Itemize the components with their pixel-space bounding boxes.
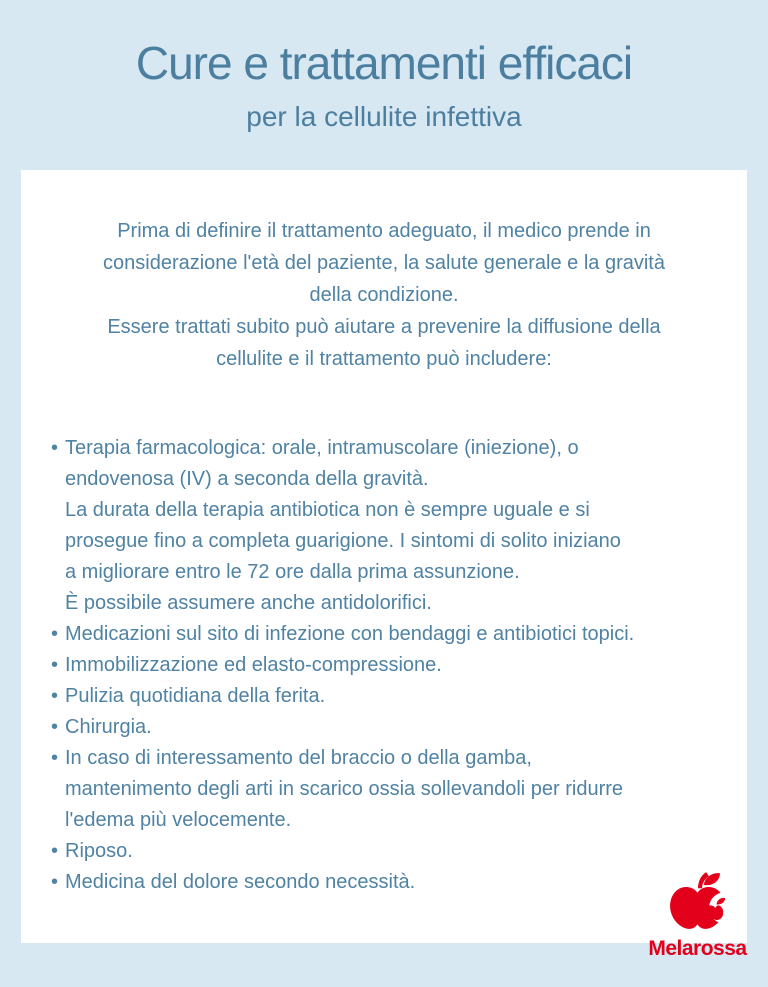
brand-name: Melarossa <box>648 937 747 960</box>
list-item <box>51 836 747 867</box>
list-item-line: Medicina del dolore secondo necessità. <box>65 871 416 893</box>
list-item-line: Immobilizzazione ed elasto-compressione. <box>65 654 442 676</box>
bullet-icon: • <box>51 654 59 676</box>
melarossa-logo <box>645 870 750 961</box>
list-item-line: l'edema più velocemente. <box>65 809 292 831</box>
bullet-icon: • <box>51 716 59 738</box>
list-item-line: Terapia farmacologica: orale, intramuscolare (iniezione), o <box>65 437 579 459</box>
list-item <box>51 712 747 743</box>
list-item <box>51 743 747 836</box>
infographic-title: Cure e trattamenti efficaci <box>135 37 633 89</box>
list-item-line: mantenimento degli arti in scarico ossia sollevandoli per ridurre <box>65 778 624 800</box>
list-item-line: a migliorare entro le 72 ore dalla prima assunzione. <box>65 561 520 583</box>
list-item-line: Chirurgia. <box>65 716 152 738</box>
intro-line: considerazione l'età del paziente, la salute generale e la gravità <box>103 252 665 274</box>
intro-line: Prima di definire il trattamento adeguato, il medico prende in <box>117 220 651 242</box>
intro-line: Essere trattati subito può aiutare a prevenire la diffusione della <box>107 316 661 338</box>
bullet-icon: • <box>51 840 59 862</box>
infographic-subtitle: per la cellulite infettiva <box>246 101 522 132</box>
list-item <box>51 433 747 619</box>
intro-line: della condizione. <box>309 284 459 306</box>
treatment-list <box>21 433 747 898</box>
bullet-icon: • <box>51 437 59 459</box>
list-item-line: In caso di interessamento del braccio o della gamba, <box>65 747 532 769</box>
list-item-line: Medicazioni sul sito di infezione con bendaggi e antibiotici topici. <box>65 623 635 645</box>
bullet-icon: • <box>51 623 59 645</box>
list-item <box>51 650 747 681</box>
list-item-line: Pulizia quotidiana della ferita. <box>65 685 326 707</box>
list-item <box>51 867 747 898</box>
apple-logo-icon <box>645 870 750 932</box>
intro-line: cellulite e il trattamento può includere: <box>216 348 552 370</box>
list-item <box>51 681 747 712</box>
list-item <box>51 619 747 650</box>
list-item-line: Riposo. <box>65 840 133 862</box>
bullet-icon: • <box>51 871 59 893</box>
list-item-line: prosegue fino a completa guarigione. I sintomi di solito iniziano <box>65 530 621 552</box>
bullet-icon: • <box>51 685 59 707</box>
content-card <box>21 170 747 943</box>
list-item-line: È possibile assumere anche antidolorifici. <box>65 592 432 614</box>
list-item-line: La durata della terapia antibiotica non è sempre uguale e si <box>65 499 590 521</box>
intro-paragraph <box>21 215 747 375</box>
bullet-icon: • <box>51 747 59 769</box>
list-item-line: endovenosa (IV) a seconda della gravità. <box>65 468 429 490</box>
